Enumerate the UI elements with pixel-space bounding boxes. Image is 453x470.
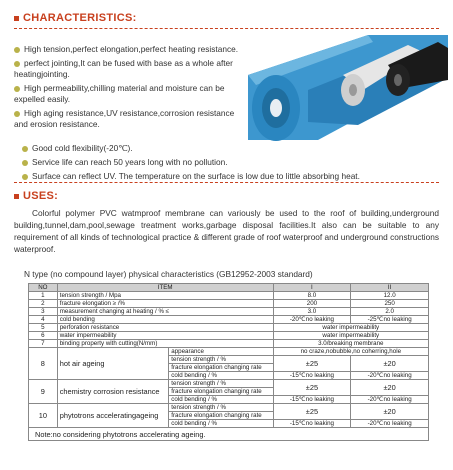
header-item: ITEM (57, 284, 273, 292)
table-row: 10 phytotrons acceleratingageing tension strength / % ±25 ±20 (29, 404, 429, 412)
table-row: 1 tension strength / Mpa 8.0 12.0 (29, 292, 429, 300)
table-note-row: Note:no considering phytotrons accelerating ageing. (29, 428, 429, 441)
uses-paragraph: Colorful polymer PVC watmproof membrane can variously be used to the roof of building,underground building,tunnel,dam,pool,sewage treatment works,garbage disposal facilities.It also can be suitable to any requirement of all kinds of technological practice & different grade of roof waterproof and underground constructions waterproof. (14, 208, 439, 254)
uses-heading: USES: (14, 190, 58, 202)
list-item: High permeability,chilling material and moisture can be expelled easily. (14, 83, 225, 104)
bullet-icon (14, 61, 20, 67)
divider (14, 28, 439, 29)
table-row: 4 cold bending -20℃no leaking -25℃no leaking (29, 316, 429, 324)
table-row: fracture elongation changing rate (29, 412, 429, 420)
table-row: cold bending / % -15℃no leaking -20℃no leaking (29, 372, 429, 380)
table-row: 5 perforation resistance water impermeability (29, 324, 429, 332)
table-row: fracture elongation changing rate (29, 388, 429, 396)
list-item: Surface can reflect UV. The temperature on the surface is low due to little absorbing heat. (22, 171, 442, 182)
physical-characteristics-table (28, 283, 429, 441)
table-row: 3 measurement changing at heating / % ≤ 3.0 2.0 (29, 308, 429, 316)
characteristics-list (14, 44, 244, 133)
list-item: Service life can reach 50 years long with no pollution. (22, 157, 442, 168)
table-header-row (29, 284, 429, 292)
divider (14, 182, 439, 183)
heading-square-icon (14, 16, 19, 21)
bullet-icon (14, 111, 20, 117)
header-no: NO (29, 284, 58, 292)
table-row: fracture elongation changing rate (29, 364, 429, 372)
list-item: High aging resistance,UV resistance,corrosion resistance and erosion resistance. (14, 108, 235, 129)
table-row: cold bending / % -15℃no leaking -20℃no leaking (29, 396, 429, 404)
table-row: tension strength / % ±25 ±20 (29, 356, 429, 364)
list-item: Good cold flexibility(-20℃). (22, 143, 442, 154)
table-title: N type (no compound layer) physical characteristics (GB12952-2003 standard) (24, 269, 313, 279)
table-row: 2 fracture elongation ≥ /% 200 250 (29, 300, 429, 308)
list-item: perfect jointing,It can be fused with base as a whole after heatingjointing. (14, 58, 233, 79)
bullet-icon (22, 174, 28, 180)
bullet-icon (22, 146, 28, 152)
table-row: 7 binding property with cutting(N/mm) 3.0/breaking membrane (29, 340, 429, 348)
table-row: cold bending / % -15℃no leaking -20℃no leaking (29, 420, 429, 428)
characteristics-list-continued (22, 143, 442, 185)
table-row: 9 chemistry corrosion resistance tension strength / % ±25 ±20 (29, 380, 429, 388)
characteristics-heading: CHARACTERISTICS: (14, 12, 137, 24)
header-grade-2: II (351, 284, 429, 292)
bullet-icon (14, 86, 20, 92)
header-grade-1: I (273, 284, 351, 292)
table-row: 6 water impermeability water impermeability (29, 332, 429, 340)
membrane-rolls-image (248, 30, 448, 148)
heading-square-icon (14, 194, 19, 199)
list-item: High tension,perfect elongation,perfect heating resistance. (14, 44, 244, 55)
table-row: 8 hot air ageing appearance no craze,nobubble,no coherring,hole (29, 348, 429, 356)
bullet-icon (14, 47, 20, 53)
bullet-icon (22, 160, 28, 166)
